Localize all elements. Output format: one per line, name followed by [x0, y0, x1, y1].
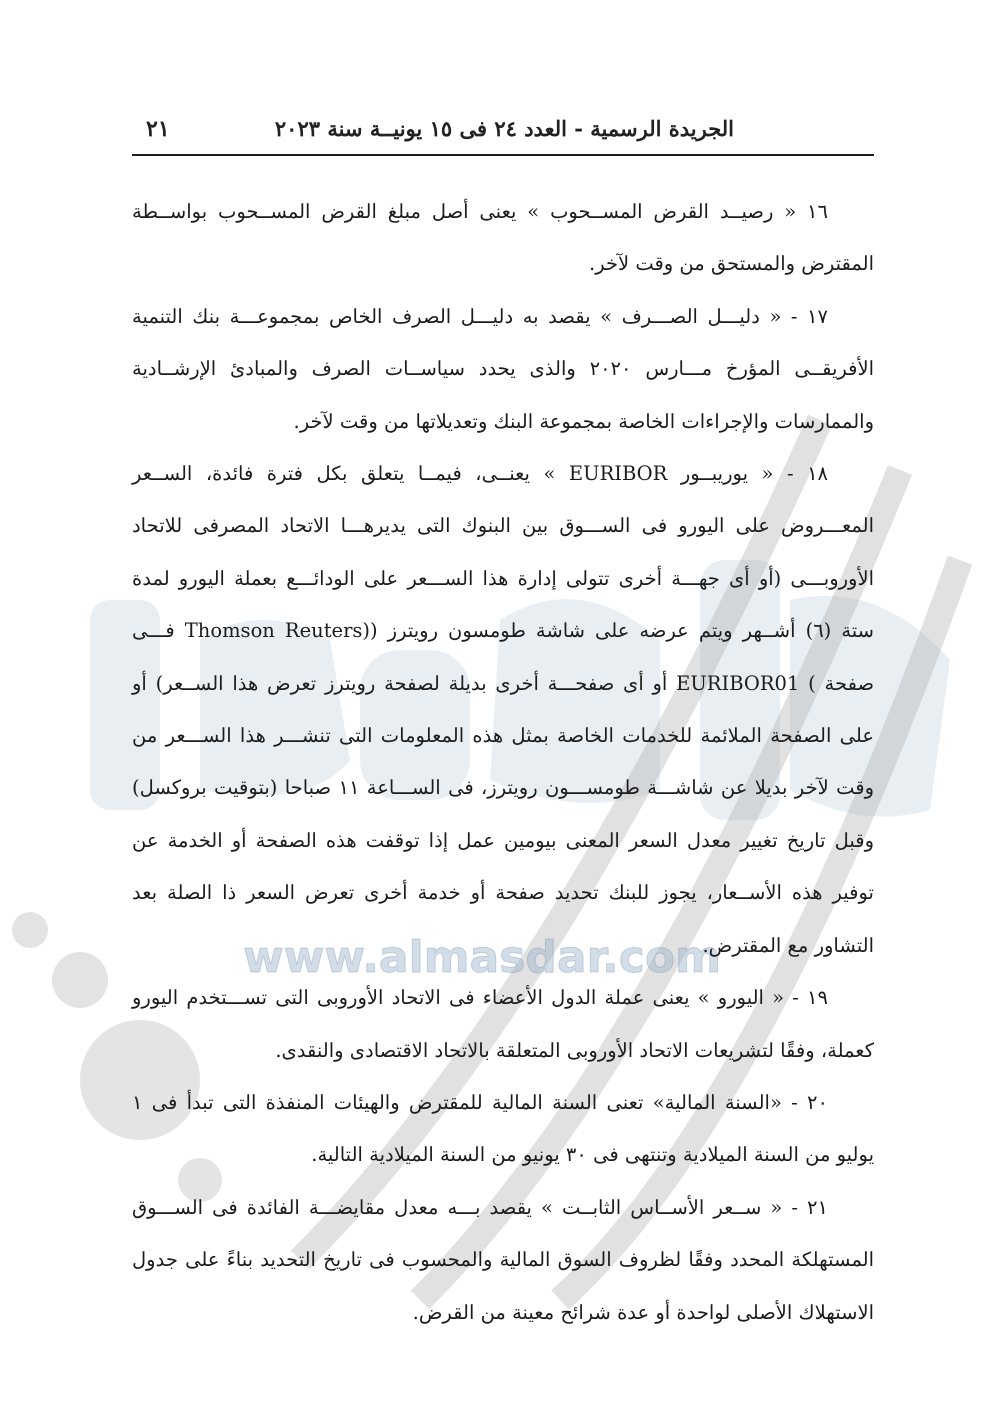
- definition-18: ١٨ - « يوريبــور EURIBOR » يعنــى، فيمــا يتعلق بكل فترة فائدة، الســعر المعـــروض على اليورو فى الســـوق بين البنوك التى يديرهـــا الاتحاد المصرفى للاتحاد الأوروبـــى (أو أى جهـــة أخرى تتولى إدارة هذا الســـعر على الودائـــع بعملة اليورو لمدة ستة (٦) أشــهر ويتم عرضه على شاشة طومسون رويترز ((Thomson Reuters فـــى صفحة ) EURIBOR01 أو أى صفحـــة أخرى بديلة لصفحة رويترز تعرض هذا الســعر) أو على الصفحة الملائمة للخدمات الخاصة بمثل هذه المعلومات التى تنشـــر هذا الســـعر من وقت لآخر بديلا عن شاشـــة طومســـون رويترز، فى الســـاعة ١١ صباحا (بتوقيت بروكسل) وقبل تاريخ تغيير معدل السعر المعنى بيومين عمل إذا توقفت هذه الصفحة أو الخدمة عن توفير هذه الأســعار، يجوز للبنك تحديد صفحة أو خدمة أخرى تعرض السعر ذا الصلة بعد التشاور مع المقترض.: [132, 462, 874, 957]
- gazette-title: الجريدة الرسمية - العدد ٢٤ فى ١٥ يونيــة سنة ٢٠٢٣: [274, 116, 734, 141]
- definition-17: ١٧ - « دليـــل الصـــرف » يقصد به دليـــل الصرف الخاص بمجموعـــة بنك التنمية الأفريقــى المؤرخ مـــارس ٢٠٢٠ والذى يحدد سياســات الصرف والمبادئ الإرشــادية والممارسات والإجراءات الخاصة بمجموعة البنك وتعديلاتها من وقت لآخر.: [132, 304, 874, 433]
- definition-21: ٢١ - « ســعر الأســاس الثابــت » يقصد بـــه معدل مقايضـــة الفائدة فى الســـوق المستهلكة المحدد وفقًا لظروف السوق المالية والمحسوب فى تاريخ التحديد بناءً على جدول الاستهلاك الأصلى لواحدة أو عدة شرائح معينة من القرض.: [132, 1195, 874, 1324]
- page-header: [132, 108, 874, 158]
- definition-20: ٢٠ - «السنة المالية» تعنى السنة المالية للمقترض والهيئات المنفذة التى تبدأ فى ١ يوليو من السنة الميلادية وتنتهى فى ٣٠ يونيو من السنة الميلادية التالية.: [132, 1090, 874, 1167]
- definition-19: ١٩ - « اليورو » يعنى عملة الدول الأعضاء فى الاتحاد الأوروبى التى تســـتخدم اليورو كعملة، وفقًا لتشريعات الاتحاد الأوروبى المتعلقة بالاتحاد الاقتصادى والنقدى.: [132, 986, 874, 1062]
- page-number: ٢١: [146, 116, 170, 142]
- watermark-url: www.almasdar.com: [243, 932, 721, 983]
- definition-16: ١٦ « رصيــد القرض المســحوب » يعنى أصل مبلغ القرض المســحوب بواســطة المقترض والمستحق من وقت لآخر.: [132, 200, 874, 276]
- header-divider: [132, 154, 874, 156]
- document-body: [132, 186, 874, 1339]
